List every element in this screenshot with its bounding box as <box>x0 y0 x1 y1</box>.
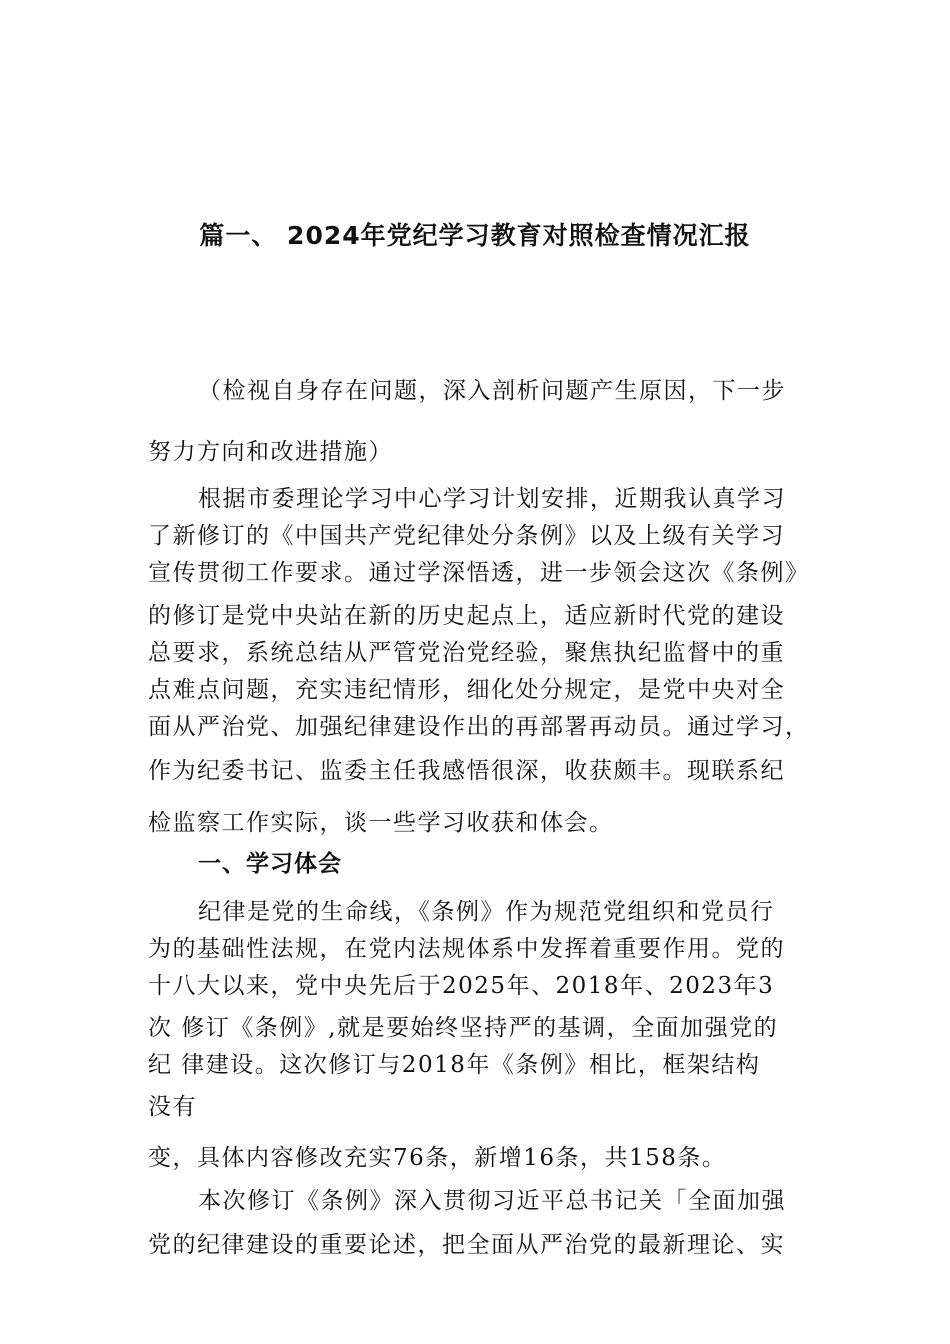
section-heading: 一、学习体会 <box>198 851 342 877</box>
paragraph-line: 的修订是党中央站在新的历史起点上，适应新时代党的建设 <box>148 603 785 629</box>
subtitle-line: 努力方向和改进措施） <box>148 439 393 465</box>
paragraph-line: 十八大以来，党中央先后于2025年、2018年、2023年3 <box>148 973 775 999</box>
paragraph-line: 点难点问题，充实违纪情形，细化处分规定，是党中央对全 <box>148 677 785 703</box>
paragraph-line: 了新修订的《中国共产党纪律处分条例》以及上级有关学习 <box>148 523 785 549</box>
paragraph-line: 检监察工作实际，谈一些学习收获和体会。 <box>148 810 614 836</box>
subtitle-line: （检视自身存在问题，深入剖析问题产生原因，下一步 <box>198 378 786 404</box>
paragraph-line: 变，具体内容修改充实76条，新增16条，共158条。 <box>148 1145 727 1171</box>
paragraph-line: 次 修订《条例》,就是要始终坚持严的基调，全面加强党的 <box>148 1015 779 1041</box>
paragraph-line: 面从严治党、加强纪律建设作出的再部署再动员。通过学习， <box>148 714 810 740</box>
document-title: 篇一、 2024年党纪学习教育对照检查情况汇报 <box>199 221 751 250</box>
paragraph-line: 纪 律建设。这次修订与2018年《条例》相比，框架结构 <box>148 1052 761 1078</box>
paragraph-line: 根据市委理论学习中心学习计划安排，近期我认真学习 <box>198 486 786 512</box>
paragraph-line: 本次修订《条例》深入贯彻习近平总书记关「全面加强 <box>198 1188 786 1214</box>
paragraph-line: 纪律是党的生命线，《条例》作为规范党组织和党员行 <box>198 899 775 925</box>
paragraph-line: 为的基础性法规，在党内法规体系中发挥着重要作用。党的 <box>148 936 785 962</box>
paragraph-line: 作为纪委书记、监委主任我感悟很深，收获颇丰。现联系纪 <box>148 758 785 784</box>
paragraph-line: 没有 <box>148 1094 197 1120</box>
paragraph-line: 党的纪律建设的重要论述，把全面从严治党的最新理论、实 <box>148 1232 785 1258</box>
paragraph-line: 宣传贯彻工作要求。通过学深悟透，进一步领会这次《条例》 <box>148 560 810 586</box>
paragraph-line: 总要求，系统总结从严管党治党经验，聚焦执纪监督中的重 <box>148 640 785 666</box>
